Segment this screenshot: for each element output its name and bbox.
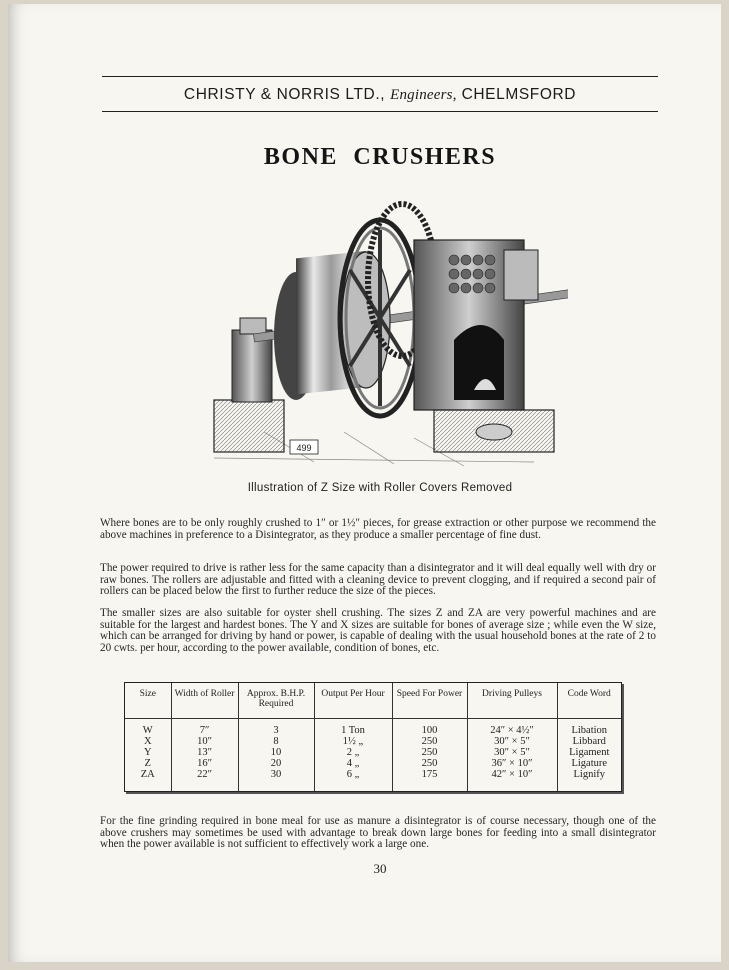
cell: 24″ × 4½″ [490, 725, 534, 736]
header-code-word: Code Word [557, 683, 621, 719]
header-speed-for-power: Speed For Power [392, 683, 467, 719]
cell: 16″ [197, 758, 212, 769]
size-column [125, 719, 171, 792]
table-row [125, 719, 621, 792]
bone-crusher-illustration [204, 200, 568, 468]
cell: X [143, 736, 152, 747]
header-width-of-roller: Width of Roller [171, 683, 238, 719]
cell: 1½ „ [342, 736, 364, 747]
paragraph-sizes: The smaller sizes are also suitable for oyster shell crushing. The sizes Z and ZA are very powerful machines and are suitable for the largest and hardest bones. The Y and X sizes are suitable for bones of average size ; while even the W size, which can be arranged for driving by hand or power, is capable of dealing with the usual household bones at the rate of 2 to 20 cwts. per hour, according to the power available, condition of bones, etc. [100, 607, 656, 654]
illustration-caption: Illustration of Z Size with Roller Covers Removed [247, 482, 513, 494]
output-column [314, 719, 392, 792]
table-header-row [125, 683, 621, 719]
city-name: CHELMSFORD [461, 86, 577, 103]
cell: 4 „ [346, 758, 360, 769]
cell: 10″ [197, 736, 212, 747]
cell: 250 [421, 736, 438, 747]
cell: 36″ × 10″ [491, 758, 533, 769]
cell: Lignify [573, 769, 605, 780]
cell: 22″ [197, 769, 212, 780]
specifications-table [124, 682, 622, 792]
cell: 250 [421, 747, 438, 758]
catalog-page [8, 4, 721, 962]
header-bhp-required: Approx. B.H.P. Required [238, 683, 314, 719]
cell: 30″ × 5″ [494, 747, 530, 758]
cell: 8 [273, 736, 279, 747]
page-header [102, 86, 658, 104]
cell: 175 [421, 769, 438, 780]
header-bottom-rule [102, 111, 658, 112]
page-title: BONE CRUSHERS [263, 144, 497, 170]
header-output-per-hour: Output Per Hour [314, 683, 392, 719]
cell: 20 [270, 758, 282, 769]
cell: 100 [421, 725, 438, 736]
cell: Libbard [572, 736, 606, 747]
cell: 13″ [197, 747, 212, 758]
company-name: CHRISTY & NORRIS LTD., [183, 86, 386, 103]
bhp-column [238, 719, 314, 792]
header-top-rule [102, 76, 658, 77]
paragraph-intro: Where bones are to be only roughly crushed to 1″ or 1½″ pieces, for grease extraction or other purpose we recommend the above machines in preference to a Disintegrator, as they produce a smaller percentage of fine dust. [100, 517, 656, 541]
pulleys-column [467, 719, 557, 792]
cell: 30 [270, 769, 282, 780]
cell: Ligature [571, 758, 608, 769]
cell: 3 [273, 725, 279, 736]
cell: Libation [571, 725, 608, 736]
cell: W [142, 725, 153, 736]
page-number: 30 [373, 861, 387, 876]
cell: Z [144, 758, 151, 769]
cell: 2 „ [346, 747, 360, 758]
cell: 6 „ [346, 769, 360, 780]
cell: ZA [140, 769, 155, 780]
plate-number: 499 [296, 443, 312, 453]
engineers-label: Engineers, [390, 87, 457, 103]
cell: 30″ × 5″ [494, 736, 530, 747]
width-column [171, 719, 238, 792]
cell: 1 Ton [341, 725, 365, 736]
cell: 250 [421, 758, 438, 769]
code-word-column [557, 719, 621, 792]
cell: Ligament [569, 747, 610, 758]
cell: Y [143, 747, 152, 758]
cell: 7″ [199, 725, 210, 736]
speed-column [392, 719, 467, 792]
paragraph-footnote: For the fine grinding required in bone meal for use as manure a disintegrator is of course necessary, though one of the above crushers may sometimes be used with advantage to break down large bones for feeding into a small disintegrator when the power available is not sufficient to effectively work a large one. [100, 815, 656, 850]
cell: 10 [270, 747, 282, 758]
header-size: Size [125, 683, 171, 719]
header-driving-pulleys: Driving Pulleys [467, 683, 557, 719]
paragraph-power: The power required to drive is rather less for the same capacity than a disintegrator and it will deal equally well with dry or raw bones. The rollers are adjustable and fitted with a cleaning device to prevent clogging, and if required a second pair of rollers can be placed below the first to further reduce the size of the pieces. [100, 562, 656, 597]
cell: 42″ × 10″ [491, 769, 533, 780]
